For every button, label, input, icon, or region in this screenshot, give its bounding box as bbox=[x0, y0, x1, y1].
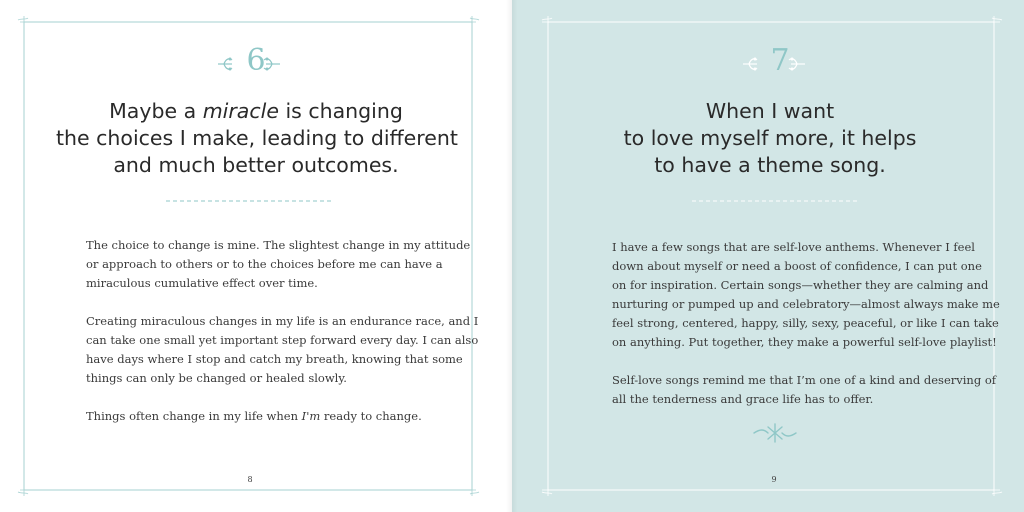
paragraph bbox=[612, 371, 997, 409]
text-line: Self-love songs remind me that I’m one of a kind and deserving of bbox=[612, 373, 997, 387]
text-line: on for inspiration. Certain songs—whether they are calming and bbox=[612, 278, 989, 292]
paragraph bbox=[612, 238, 1000, 352]
page-headline bbox=[56, 98, 456, 179]
body-text bbox=[612, 238, 1000, 428]
text-line: down about myself or need a boost of confidence, I can put one bbox=[612, 259, 982, 273]
text-line: The choice to change is mine. The slightest change in my attitude bbox=[86, 238, 471, 252]
text-line: or approach to others or to the choices before me can have a bbox=[86, 257, 443, 271]
headline-line: and much better outcomes. bbox=[113, 153, 399, 177]
headline-line: to have a theme song. bbox=[654, 153, 886, 177]
headline-line: the choices I make, leading to different bbox=[56, 126, 458, 150]
headline-line bbox=[56, 98, 456, 125]
text-line: nurturing or pumped up and celebratory—almost always make me bbox=[612, 297, 1000, 311]
text-run: ready to change. bbox=[320, 409, 422, 423]
chapter-number: 6 bbox=[246, 43, 266, 78]
text-line: I have a few songs that are self-love anthems. Whenever I feel bbox=[612, 240, 975, 254]
text-line bbox=[86, 407, 426, 426]
paragraph bbox=[86, 312, 479, 388]
paragraph bbox=[86, 407, 426, 426]
text-line: miraculous cumulative effect over time. bbox=[86, 276, 318, 290]
text-line: can take one small yet important step forward every day. I can also bbox=[86, 333, 479, 347]
body-text bbox=[86, 236, 479, 445]
text-line: all the tenderness and grace life has to offer. bbox=[612, 392, 874, 406]
headline-text: Maybe a bbox=[109, 99, 203, 123]
text-line: feel strong, centered, happy, silly, sexy, peaceful, or like I can take bbox=[612, 316, 999, 330]
chapter-number: 7 bbox=[770, 43, 790, 78]
headline-text: is changing bbox=[278, 99, 403, 123]
text-line: on anything. Put together, they make a powerful self-love playlist! bbox=[612, 335, 997, 349]
text-emphasis: I'm bbox=[301, 409, 321, 423]
headline-emphasis: miracle bbox=[202, 99, 279, 123]
page-headline bbox=[560, 98, 980, 179]
text-run: Things often change in my life when bbox=[86, 409, 302, 423]
dashed-divider bbox=[692, 198, 858, 204]
page-number: 9 bbox=[771, 475, 777, 484]
text-line: Creating miraculous changes in my life is an endurance race, and I bbox=[86, 314, 479, 328]
page-number: 8 bbox=[247, 475, 253, 484]
paragraph bbox=[86, 236, 471, 293]
dashed-divider bbox=[166, 198, 332, 204]
text-line: have days where I stop and catch my breath, knowing that some bbox=[86, 352, 463, 366]
headline-line: When I want bbox=[705, 99, 835, 123]
right-page bbox=[512, 0, 1024, 512]
flourish-ornament-icon bbox=[750, 420, 800, 446]
text-line: things can only be changed or healed slowly. bbox=[86, 371, 347, 385]
headline-line: to love myself more, it helps bbox=[623, 126, 917, 150]
